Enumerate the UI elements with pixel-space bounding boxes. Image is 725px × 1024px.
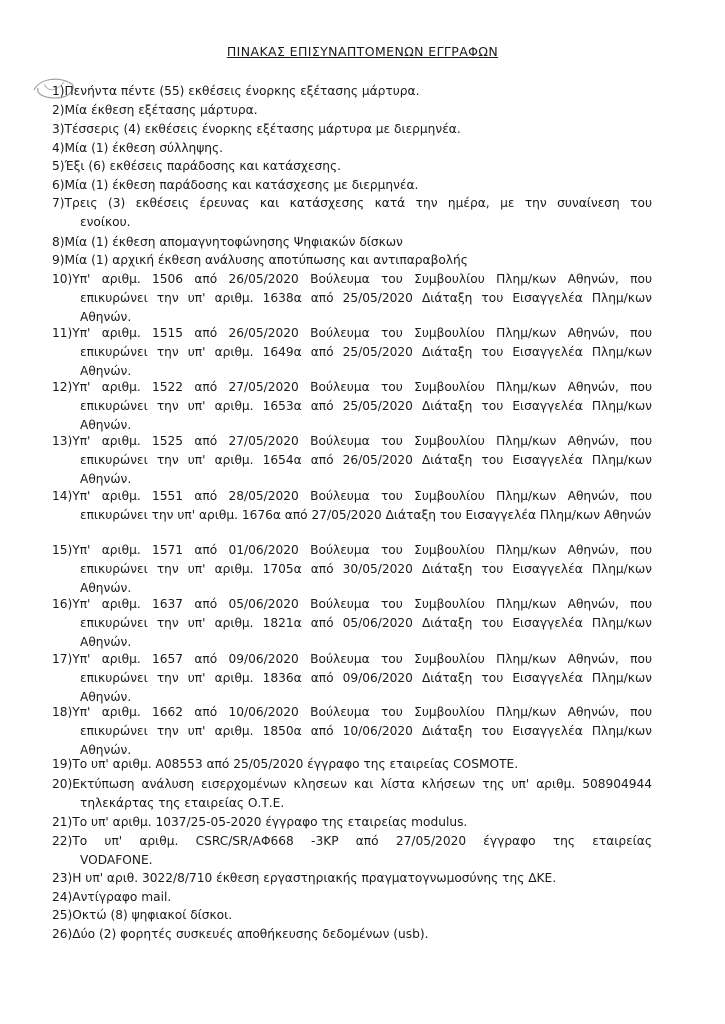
list-item — [52, 101, 652, 120]
item-text-continued: επικυρώνει την υπ' αριθμ. 1705α από 30/05/2020 Διάταξη του Εισαγγελέα Πλημ/κων Αθηνών. — [80, 562, 652, 595]
item-text: Υπ' αριθμ. 1637 από 05/06/2020 Βούλευμα του Συμβουλίου Πλημ/κων Αθηνών, που — [72, 597, 652, 611]
list-item — [52, 270, 652, 327]
list-item — [52, 82, 652, 101]
item-text-continued: ενοίκου. — [80, 215, 131, 229]
list-item — [52, 120, 652, 139]
item-text: Υπ' αριθμ. 1515 από 26/05/2020 Βούλευμα του Συμβουλίου Πλημ/κων Αθηνών, που — [72, 326, 652, 340]
list-item — [52, 703, 652, 760]
list-item — [52, 832, 652, 870]
item-text: Υπ' αριθμ. 1506 από 26/05/2020 Βούλευμα του Συμβουλίου Πλημ/κων Αθηνών, που — [72, 272, 652, 286]
item-text-continued: επικυρώνει την υπ' αριθμ. 1654α από 26/05/2020 Διάταξη του Εισαγγελέα Πλημ/κων Αθηνών. — [80, 453, 652, 486]
item-number: 7) — [52, 196, 65, 210]
list-item — [52, 650, 652, 707]
list-item — [52, 775, 652, 813]
item-number: 16) — [52, 597, 73, 611]
list-item — [52, 176, 652, 195]
item-number: 13) — [52, 434, 73, 448]
list-item — [52, 869, 652, 888]
item-number: 17) — [52, 652, 73, 666]
item-text: Υπ' αριθμ. 1525 από 27/05/2020 Βούλευμα του Συμβουλίου Πλημ/κων Αθηνών, που — [72, 434, 652, 448]
item-number: 1) — [52, 84, 65, 98]
item-text: Τέσσερις (4) εκθέσεις ένορκης εξέτασης μάρτυρα με διερμηνέα. — [64, 122, 461, 136]
list-item — [52, 487, 652, 525]
item-number: 11) — [52, 326, 73, 340]
item-number: 14) — [52, 489, 73, 503]
item-text-continued: επικυρώνει την υπ' αριθμ. 1653α από 25/05/2020 Διάταξη του Εισαγγελέα Πλημ/κων Αθηνών. — [80, 399, 652, 432]
list-item — [52, 233, 652, 252]
list-item — [52, 157, 652, 176]
item-text: Υπ' αριθμ. 1657 από 09/06/2020 Βούλευμα του Συμβουλίου Πλημ/κων Αθηνών, που — [72, 652, 652, 666]
list-item — [52, 378, 652, 435]
item-text-continued: επικυρώνει την υπ' αριθμ. 1638α από 25/05/2020 Διάταξη του Εισαγγελέα Πλημ/κων Αθηνών. — [80, 291, 652, 324]
item-text: Η υπ' αριθ. 3022/8/710 έκθεση εργαστηριακής πραγματογνωμοσύνης της ΔΚΕ. — [72, 871, 557, 885]
item-text: Υπ' αριθμ. 1571 από 01/06/2020 Βούλευμα του Συμβουλίου Πλημ/κων Αθηνών, που — [72, 543, 652, 557]
item-number: 18) — [52, 705, 73, 719]
item-number: 24) — [52, 890, 73, 904]
item-text: Το υπ' αριθμ. Α08553 από 25/05/2020 έγγραφο της εταιρείας COSMOTE. — [72, 757, 519, 771]
list-item — [52, 541, 652, 598]
item-number: 12) — [52, 380, 73, 394]
item-number: 20) — [52, 777, 73, 791]
list-item — [52, 755, 652, 774]
item-text: Μία έκθεση εξέτασης μάρτυρα. — [64, 103, 258, 117]
list-item — [52, 432, 652, 489]
item-text: Πενήντα πέντε (55) εκθέσεις ένορκης εξέτασης μάρτυρα. — [64, 84, 420, 98]
item-text: Μία (1) έκθεση παράδοσης και κατάσχεσης με διερμηνέα. — [64, 178, 419, 192]
item-number: 23) — [52, 871, 73, 885]
item-number: 10) — [52, 272, 73, 286]
list-item — [52, 139, 652, 158]
item-text: Υπ' αριθμ. 1522 από 27/05/2020 Βούλευμα του Συμβουλίου Πλημ/κων Αθηνών, που — [72, 380, 652, 394]
item-text: Το υπ' αριθμ. CSRC/SR/ΑΦ668 -3ΚΡ από 27/05/2020 έγγραφο της εταιρείας — [72, 834, 652, 848]
item-number: 19) — [52, 757, 73, 771]
item-text: Μία (1) έκθεση σύλληψης. — [64, 141, 224, 155]
item-text: Έξι (6) εκθέσεις παράδοσης και κατάσχεσης. — [64, 159, 341, 173]
item-text-continued: επικυρώνει την υπ' αριθμ. 1836α από 09/06/2020 Διάταξη του Εισαγγελέα Πλημ/κων Αθηνών. — [80, 671, 652, 704]
item-number: 21) — [52, 815, 73, 829]
item-text-continued: VODAFONE. — [80, 853, 153, 867]
list-item — [52, 906, 652, 925]
list-item — [52, 813, 652, 832]
list-item — [52, 888, 652, 907]
item-number: 9) — [52, 253, 65, 267]
item-number: 8) — [52, 235, 65, 249]
page-title: ΠΙΝΑΚΑΣ ΕΠΙΣΥΝΑΠΤΟΜΕΝΩΝ ΕΓΓΡΑΦΩΝ — [226, 44, 499, 59]
item-text: Μία (1) αρχική έκθεση ανάλυσης αποτύπωσης και αντιπαραβολής — [64, 253, 468, 267]
item-text: Δύο (2) φορητές συσκευές αποθήκευσης δεδομένων (usb). — [72, 927, 429, 941]
item-text-continued: επικυρώνει την υπ' αριθμ. 1850α από 10/06/2020 Διάταξη του Εισαγγελέα Πλημ/κων Αθηνών. — [80, 724, 652, 757]
item-text: Το υπ' αριθμ. 1037/25-05-2020 έγγραφο της εταιρείας modulus. — [72, 815, 468, 829]
item-text-continued: επικυρώνει την υπ' αριθμ. 1649α από 25/05/2020 Διάταξη του Εισαγγελέα Πλημ/κων Αθηνών. — [80, 345, 652, 378]
item-number: 3) — [52, 122, 65, 136]
item-number: 22) — [52, 834, 73, 848]
item-text: Εκτύπωση ανάλυση εισερχομένων κλησεων και λίστα κλήσεων της υπ' αριθμ. 508904944 — [72, 777, 652, 791]
item-text: Μία (1) έκθεση απομαγνητοφώνησης Ψηφιακών δίσκων — [64, 235, 403, 249]
list-item — [52, 324, 652, 381]
item-number: 6) — [52, 178, 65, 192]
item-number: 26) — [52, 927, 73, 941]
item-number: 2) — [52, 103, 65, 117]
item-text: Τρεις (3) εκθέσεις έρευνας και κατάσχεσης κατά την ημέρα, με την συναίνεση του — [64, 196, 652, 210]
item-text-continued: τηλεκάρτας της εταιρείας Ο.Τ.Ε. — [80, 796, 285, 810]
item-text-continued: επικυρώνει την υπ' αριθμ. 1676α από 27/05/2020 Διάταξη του Εισαγγελέα Πλημ/κων Αθηνών — [80, 508, 652, 522]
item-text-continued: επικυρώνει την υπ' αριθμ. 1821α από 05/06/2020 Διάταξη του Εισαγγελέα Πλημ/κων Αθηνών. — [80, 616, 652, 649]
item-text: Υπ' αριθμ. 1662 από 10/06/2020 Βούλευμα του Συμβουλίου Πλημ/κων Αθηνών, που — [72, 705, 652, 719]
item-number: 5) — [52, 159, 65, 173]
item-text: Αντίγραφο mail. — [72, 890, 172, 904]
item-text: Οκτώ (8) ψηφιακοί δίσκοι. — [72, 908, 233, 922]
item-number: 4) — [52, 141, 65, 155]
item-number: 15) — [52, 543, 73, 557]
item-number: 25) — [52, 908, 73, 922]
list-item — [52, 251, 652, 270]
list-item — [52, 595, 652, 652]
list-item — [52, 925, 652, 944]
item-text: Υπ' αριθμ. 1551 από 28/05/2020 Βούλευμα του Συμβουλίου Πλημ/κων Αθηνών, που — [72, 489, 652, 503]
list-item — [52, 194, 652, 232]
